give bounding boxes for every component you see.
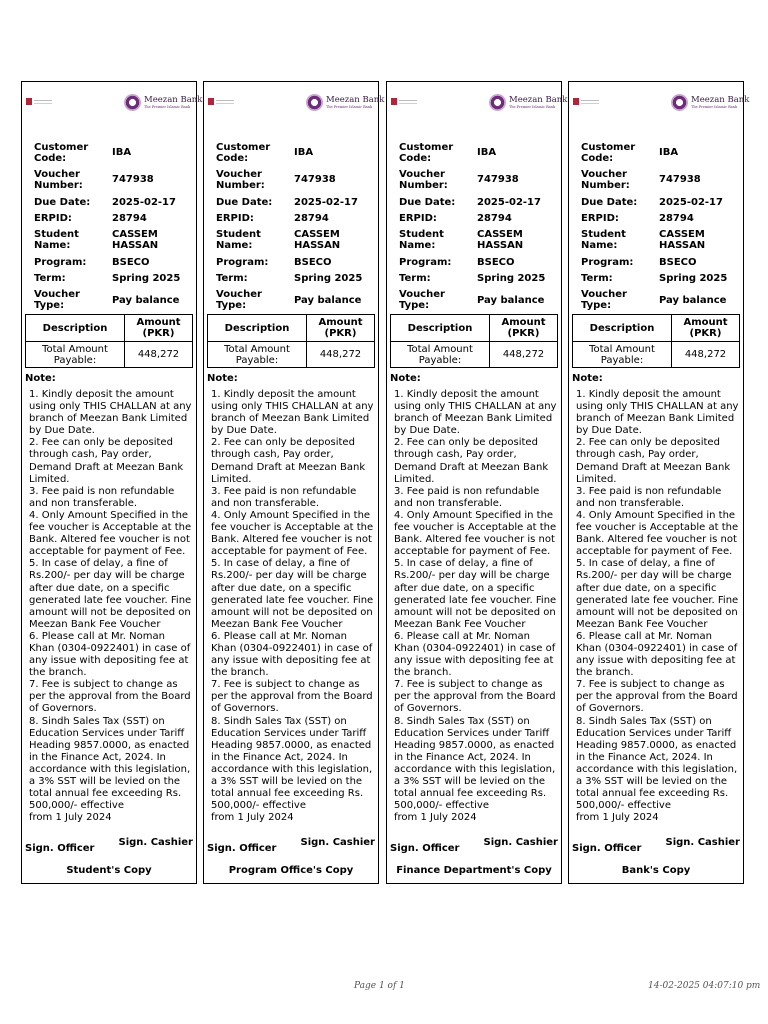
description-header: Description bbox=[26, 315, 125, 342]
erpid-label: ERPID: bbox=[34, 212, 72, 224]
erpid-label: ERPID: bbox=[399, 212, 437, 224]
bank-tagline: The Premier Islamic Bank bbox=[326, 105, 373, 109]
program-value: BSECO bbox=[477, 256, 515, 268]
customer-code-value: IBA bbox=[294, 147, 314, 158]
note-title: Note: bbox=[207, 373, 238, 384]
fee-voucher-copy-1 bbox=[21, 81, 203, 884]
program-label: Program: bbox=[581, 256, 634, 268]
bank-tagline: The Premier Islamic Bank bbox=[509, 105, 556, 109]
description-header: Description bbox=[391, 315, 490, 342]
student-name-label: Student Name: bbox=[581, 229, 626, 251]
customer-code-value: IBA bbox=[477, 147, 497, 158]
due-date-value: 2025-02-17 bbox=[112, 196, 176, 208]
term-value: Spring 2025 bbox=[659, 272, 728, 284]
customer-code-label: Customer Code: bbox=[216, 141, 271, 164]
fee-voucher-copy-3 bbox=[386, 81, 568, 884]
meezan-emblem-icon bbox=[124, 94, 141, 111]
fee-voucher-copy-2 bbox=[203, 81, 385, 884]
bank-name: Meezan Bank bbox=[144, 95, 203, 105]
description-header: Description bbox=[208, 315, 307, 342]
erpid-label: ERPID: bbox=[216, 212, 254, 224]
total-payable-label: Total Amount Payable: bbox=[208, 342, 307, 368]
meezan-emblem-icon bbox=[489, 94, 506, 111]
iba-logo-mark-icon bbox=[26, 98, 32, 105]
voucher-info-table bbox=[399, 140, 555, 314]
voucher-type-value: Pay balance bbox=[659, 294, 727, 306]
total-payable-label: Total Amount Payable: bbox=[391, 342, 490, 368]
term-value: Spring 2025 bbox=[477, 272, 546, 284]
amount-header: Amount (PKR) bbox=[307, 315, 375, 342]
sign-officer-label: Sign. Officer bbox=[572, 843, 642, 854]
program-value: BSECO bbox=[659, 256, 697, 268]
sign-cashier-label: Sign. Cashier bbox=[665, 837, 740, 848]
iba-logo-text bbox=[581, 100, 599, 101]
fee-table bbox=[572, 314, 740, 368]
note-title: Note: bbox=[25, 373, 56, 384]
note-title: Note: bbox=[390, 373, 421, 384]
meezan-bank-logo bbox=[124, 92, 203, 114]
term-value: Spring 2025 bbox=[294, 272, 363, 284]
description-header: Description bbox=[573, 315, 672, 342]
note-body: 1. Kindly deposit the amount using only THIS CHALLAN at any branch of Meezan Bank Limited by Due Date. 2. Fee can only be deposited through cash, Pay order, Demand Draft at Meezan Bank Limited. 3. Fee paid is non refundable and non transferable. 4. Only Amount Specified in the fee voucher is Acceptable at the Bank. Altered fee voucher is not acceptable for payment of Fee. 5. In case of delay, a fine of Rs.200/- per day will be charge after due date, on a specific generated late fee voucher. Fine amount will not be deposited on Meezan Bank Fee Voucher 6. Please call at Mr. Noman Khan (0304-0922401) in case of any issue with depositing fee at the branch. 7. Fee is subject to change as per the approval from the Board of Governors. 8. Sindh Sales Tax (SST) on Education Services under Tariff Heading 9857.0000, as enacted in the Finance Act, 2024. In accordance with this legislation, a 3% SST will be levied on the total annual fee exceeding Rs. 500,000/- effective from 1 July 2024 bbox=[394, 389, 557, 824]
program-label: Program: bbox=[399, 256, 452, 268]
iba-logo-mark-icon bbox=[391, 98, 397, 105]
iba-logo bbox=[573, 98, 599, 106]
total-amount-value: 448,272 bbox=[307, 342, 375, 368]
copy-label: Finance Department's Copy bbox=[396, 865, 552, 876]
student-name-label: Student Name: bbox=[34, 229, 79, 251]
print-timestamp: 14-02-2025 04:07:10 pm bbox=[648, 981, 761, 991]
student-name-label: Student Name: bbox=[399, 229, 444, 251]
student-name-value: CASSEM HASSAN bbox=[112, 229, 159, 251]
customer-code-label: Customer Code: bbox=[34, 141, 89, 164]
note-body: 1. Kindly deposit the amount using only THIS CHALLAN at any branch of Meezan Bank Limited by Due Date. 2. Fee can only be deposited through cash, Pay order, Demand Draft at Meezan Bank Limited. 3. Fee paid is non refundable and non transferable. 4. Only Amount Specified in the fee voucher is Acceptable at the Bank. Altered fee voucher is not acceptable for payment of Fee. 5. In case of delay, a fine of Rs.200/- per day will be charge after due date, on a specific generated late fee voucher. Fine amount will not be deposited on Meezan Bank Fee Voucher 6. Please call at Mr. Noman Khan (0304-0922401) in case of any issue with depositing fee at the branch. 7. Fee is subject to change as per the approval from the Board of Governors. 8. Sindh Sales Tax (SST) on Education Services under Tariff Heading 9857.0000, as enacted in the Finance Act, 2024. In accordance with this legislation, a 3% SST will be levied on the total annual fee exceeding Rs. 500,000/- effective from 1 July 2024 bbox=[29, 389, 192, 824]
term-label: Term: bbox=[581, 272, 613, 284]
due-date-label: Due Date: bbox=[581, 196, 638, 208]
erpid-value: 28794 bbox=[294, 212, 329, 224]
customer-code-value: IBA bbox=[112, 147, 132, 158]
erpid-label: ERPID: bbox=[581, 212, 619, 224]
voucher-type-value: Pay balance bbox=[294, 294, 362, 306]
customer-code-value: IBA bbox=[659, 147, 679, 158]
iba-logo bbox=[208, 98, 234, 106]
due-date-value: 2025-02-17 bbox=[294, 196, 358, 208]
sign-officer-label: Sign. Officer bbox=[25, 843, 95, 854]
voucher-number-label: Voucher Number: bbox=[399, 168, 448, 191]
bank-tagline: The Premier Islamic Bank bbox=[144, 105, 191, 109]
voucher-type-value: Pay balance bbox=[477, 294, 545, 306]
term-value: Spring 2025 bbox=[112, 272, 181, 284]
copy-label: Student's Copy bbox=[66, 865, 152, 876]
total-amount-value: 448,272 bbox=[672, 342, 740, 368]
logo-row bbox=[573, 92, 750, 114]
sign-cashier-label: Sign. Cashier bbox=[483, 837, 558, 848]
iba-logo bbox=[391, 98, 417, 106]
iba-logo bbox=[26, 98, 52, 106]
program-value: BSECO bbox=[294, 256, 332, 268]
term-label: Term: bbox=[399, 272, 431, 284]
sign-cashier-label: Sign. Cashier bbox=[118, 837, 193, 848]
student-name-value: CASSEM HASSAN bbox=[659, 229, 706, 251]
student-name-value: CASSEM HASSAN bbox=[477, 229, 524, 251]
voucher-number-value: 747938 bbox=[477, 174, 519, 185]
due-date-label: Due Date: bbox=[216, 196, 273, 208]
iba-logo-text bbox=[34, 100, 52, 101]
amount-header: Amount (PKR) bbox=[490, 315, 558, 342]
iba-logo-mark-icon bbox=[208, 98, 214, 105]
iba-logo-mark-icon bbox=[573, 98, 579, 105]
sign-officer-label: Sign. Officer bbox=[207, 843, 277, 854]
program-label: Program: bbox=[216, 256, 269, 268]
erpid-value: 28794 bbox=[112, 212, 147, 224]
logo-row bbox=[391, 92, 568, 114]
voucher-type-label: Voucher Type: bbox=[581, 289, 627, 311]
note-title: Note: bbox=[572, 373, 603, 384]
voucher-type-label: Voucher Type: bbox=[399, 289, 445, 311]
iba-logo-text bbox=[399, 100, 417, 101]
customer-code-label: Customer Code: bbox=[399, 141, 454, 164]
voucher-number-label: Voucher Number: bbox=[34, 168, 83, 191]
program-label: Program: bbox=[34, 256, 87, 268]
sign-officer-label: Sign. Officer bbox=[390, 843, 460, 854]
iba-logo-text bbox=[216, 100, 234, 101]
voucher-number-label: Voucher Number: bbox=[581, 168, 630, 191]
term-label: Term: bbox=[34, 272, 66, 284]
meezan-bank-logo bbox=[671, 92, 750, 114]
meezan-emblem-icon bbox=[671, 94, 688, 111]
due-date-label: Due Date: bbox=[399, 196, 456, 208]
sign-cashier-label: Sign. Cashier bbox=[300, 837, 375, 848]
copy-label: Program Office's Copy bbox=[228, 865, 354, 876]
voucher-info-table bbox=[216, 140, 372, 314]
voucher-type-value: Pay balance bbox=[112, 294, 180, 306]
page-number: Page 1 of 1 bbox=[354, 981, 405, 991]
due-date-label: Due Date: bbox=[34, 196, 91, 208]
bank-tagline: The Premier Islamic Bank bbox=[691, 105, 738, 109]
voucher-number-label: Voucher Number: bbox=[216, 168, 265, 191]
voucher-number-value: 747938 bbox=[659, 174, 701, 185]
student-name-label: Student Name: bbox=[216, 229, 261, 251]
meezan-emblem-icon bbox=[306, 94, 323, 111]
due-date-value: 2025-02-17 bbox=[477, 196, 541, 208]
logo-row bbox=[208, 92, 385, 114]
amount-header: Amount (PKR) bbox=[125, 315, 193, 342]
bank-name: Meezan Bank bbox=[326, 95, 385, 105]
meezan-bank-logo bbox=[306, 92, 385, 114]
student-name-value: CASSEM HASSAN bbox=[294, 229, 341, 251]
voucher-number-value: 747938 bbox=[112, 174, 154, 185]
term-label: Term: bbox=[216, 272, 248, 284]
erpid-value: 28794 bbox=[477, 212, 512, 224]
note-body: 1. Kindly deposit the amount using only THIS CHALLAN at any branch of Meezan Bank Limited by Due Date. 2. Fee can only be deposited through cash, Pay order, Demand Draft at Meezan Bank Limited. 3. Fee paid is non refundable and non transferable. 4. Only Amount Specified in the fee voucher is Acceptable at the Bank. Altered fee voucher is not acceptable for payment of Fee. 5. In case of delay, a fine of Rs.200/- per day will be charge after due date, on a specific generated late fee voucher. Fine amount will not be deposited on Meezan Bank Fee Voucher 6. Please call at Mr. Noman Khan (0304-0922401) in case of any issue with depositing fee at the branch. 7. Fee is subject to change as per the approval from the Board of Governors. 8. Sindh Sales Tax (SST) on Education Services under Tariff Heading 9857.0000, as enacted in the Finance Act, 2024. In accordance with this legislation, a 3% SST will be levied on the total annual fee exceeding Rs. 500,000/- effective from 1 July 2024 bbox=[211, 389, 374, 824]
logo-row bbox=[26, 92, 203, 114]
amount-header: Amount (PKR) bbox=[672, 315, 740, 342]
total-amount-value: 448,272 bbox=[490, 342, 558, 368]
total-amount-value: 448,272 bbox=[125, 342, 193, 368]
voucher-info-table bbox=[34, 140, 190, 314]
voucher-number-value: 747938 bbox=[294, 174, 336, 185]
fee-table bbox=[25, 314, 193, 368]
bank-name: Meezan Bank bbox=[509, 95, 568, 105]
program-value: BSECO bbox=[112, 256, 150, 268]
total-payable-label: Total Amount Payable: bbox=[26, 342, 125, 368]
erpid-value: 28794 bbox=[659, 212, 694, 224]
fee-table bbox=[390, 314, 558, 368]
voucher-type-label: Voucher Type: bbox=[34, 289, 80, 311]
due-date-value: 2025-02-17 bbox=[659, 196, 723, 208]
customer-code-label: Customer Code: bbox=[581, 141, 636, 164]
meezan-bank-logo bbox=[489, 92, 568, 114]
total-payable-label: Total Amount Payable: bbox=[573, 342, 672, 368]
fee-voucher-copy-4 bbox=[568, 81, 750, 884]
fee-table bbox=[207, 314, 375, 368]
voucher-info-table bbox=[581, 140, 737, 314]
note-body: 1. Kindly deposit the amount using only THIS CHALLAN at any branch of Meezan Bank Limited by Due Date. 2. Fee can only be deposited through cash, Pay order, Demand Draft at Meezan Bank Limited. 3. Fee paid is non refundable and non transferable. 4. Only Amount Specified in the fee voucher is Acceptable at the Bank. Altered fee voucher is not acceptable for payment of Fee. 5. In case of delay, a fine of Rs.200/- per day will be charge after due date, on a specific generated late fee voucher. Fine amount will not be deposited on Meezan Bank Fee Voucher 6. Please call at Mr. Noman Khan (0304-0922401) in case of any issue with depositing fee at the branch. 7. Fee is subject to change as per the approval from the Board of Governors. 8. Sindh Sales Tax (SST) on Education Services under Tariff Heading 9857.0000, as enacted in the Finance Act, 2024. In accordance with this legislation, a 3% SST will be levied on the total annual fee exceeding Rs. 500,000/- effective from 1 July 2024 bbox=[576, 389, 739, 824]
copy-label: Bank's Copy bbox=[621, 865, 691, 876]
voucher-type-label: Voucher Type: bbox=[216, 289, 262, 311]
bank-name: Meezan Bank bbox=[691, 95, 750, 105]
